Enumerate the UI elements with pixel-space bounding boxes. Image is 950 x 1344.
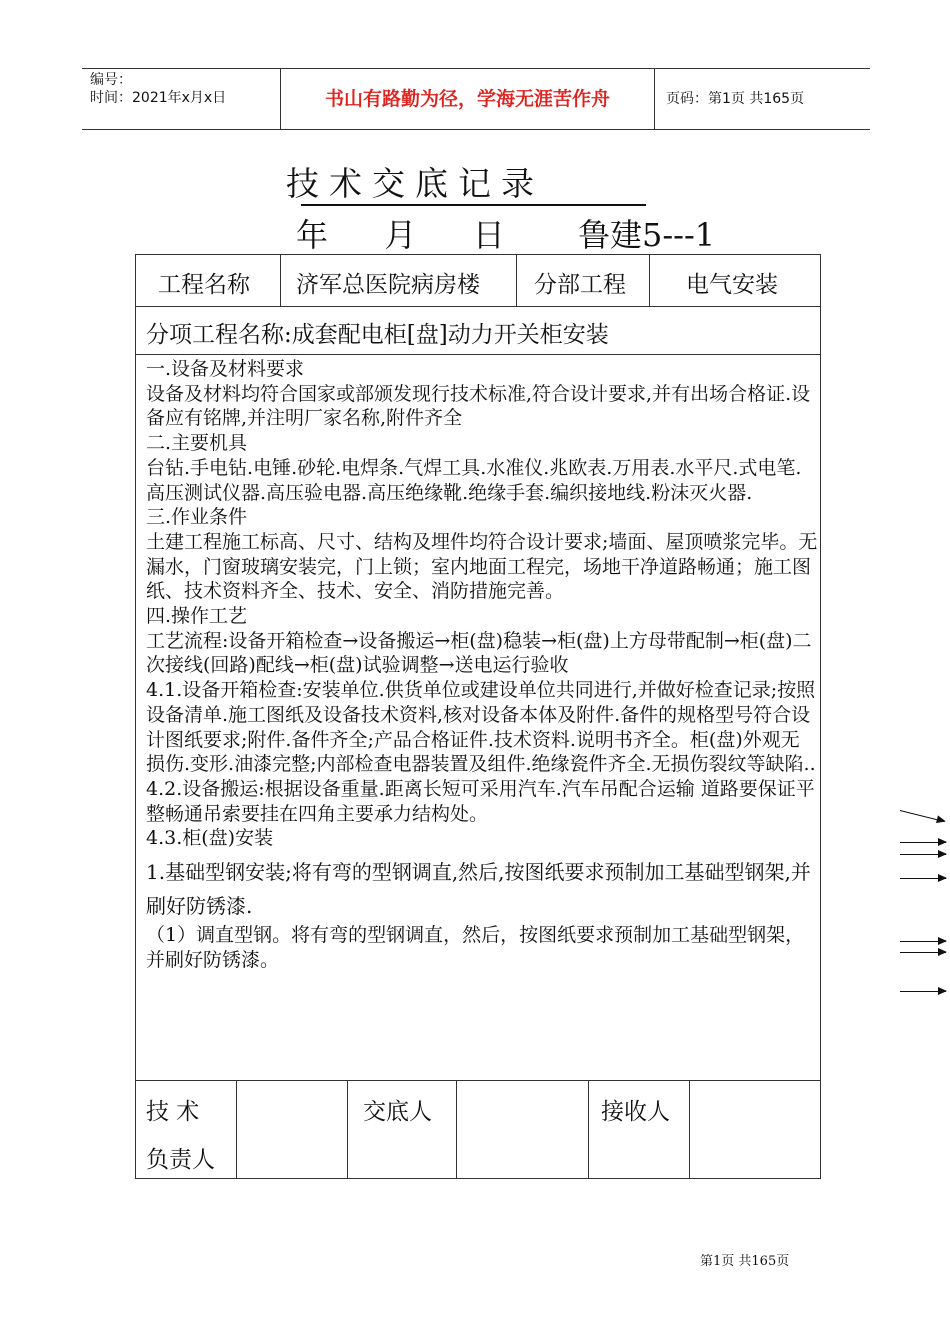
- header-divider: [654, 69, 655, 129]
- page-footer: 第1页 共165页: [700, 1254, 790, 1269]
- arrow-mark: [900, 878, 946, 879]
- content-line: 4.2.设备搬运:根据设备重量.距离长短可采用汽车.汽车吊配合运输 道路要保证平整畅通吊索要挂在四角主要承力结构处。: [146, 777, 815, 825]
- table-divider: [136, 354, 820, 355]
- content-line: 二.主要机具: [146, 432, 248, 455]
- discloser-label: 交底人: [363, 1099, 432, 1125]
- page-info: 页码：第1页 共165页: [666, 91, 805, 107]
- header-meta: [90, 71, 226, 107]
- form-code: 鲁建5---1: [578, 216, 716, 254]
- table-divider: [236, 1080, 237, 1179]
- table-divider: [649, 255, 650, 306]
- arrow-mark: [900, 952, 946, 953]
- content-line: 工艺流程:设备开箱检查→设备搬运→柜(盘)稳装→柜(盘)上方母带配制→柜(盘)二次接线(回路)配线→柜(盘)试验调整→送电运行验收: [146, 629, 812, 677]
- content-line: 一.设备及材料要求: [146, 358, 305, 380]
- content-line: 土建工程施工标高、尺寸、结构及埋件均符合设计要求;墙面、屋顶喷浆完毕。无漏水，门窗玻璃安装完，门上锁；室内地面工程完，场地干净道路畅通；施工图纸、技术资料齐全、技术、安全、消防措施完善。: [146, 530, 818, 603]
- table-divider: [588, 1080, 589, 1179]
- table-divider: [689, 1080, 690, 1179]
- content-line: （1）调直型钢。将有弯的型钢调直，然后，按图纸要求预制加工基础型钢架，并刷好防锈漆。: [146, 924, 805, 971]
- content-line: 设备及材料均符合国家或部颁发现行技术标准,符合设计要求,并有出场合格证.设备应有铭牌,并注明厂家名称,附件齐全: [146, 382, 811, 430]
- table-divider: [136, 306, 820, 307]
- number-label: 编号：: [90, 72, 132, 88]
- disclosure-table: [135, 254, 821, 1179]
- table-divider: [516, 255, 517, 306]
- subitem-title: 分项工程名称:成套配电柜[盘]动力开关柜安装: [146, 322, 609, 348]
- table-divider: [136, 1080, 820, 1081]
- date-line: 年 月 日: [296, 216, 505, 254]
- tech-lead-label-2: 负责人: [146, 1147, 215, 1173]
- content-line: 台钻.手电钻.电锤.砂轮.电焊条.气焊工具.水准仪.兆欧表.万用表.水平尺.式电笔.高压测试仪器.高压验电器.高压绝缘靴.绝缘手套.编织接地线.粉沫灭火器.: [146, 456, 802, 504]
- division-label: 分部工程: [534, 272, 626, 298]
- content-line: 三.作业条件: [146, 506, 248, 529]
- table-divider: [456, 1080, 457, 1179]
- motto: 书山有路勤为径，学海无涯苦作舟: [324, 88, 610, 110]
- disclosure-content: [146, 357, 818, 972]
- document-title: 技术交底记录: [286, 164, 544, 203]
- project-name-value: 济军总医院病房楼: [296, 272, 480, 298]
- table-divider: [280, 255, 281, 306]
- arrow-mark: [900, 810, 945, 822]
- table-divider: [347, 1080, 348, 1179]
- arrow-mark: [900, 941, 946, 942]
- time-label: 时间：2021年x月x日: [90, 90, 227, 106]
- content-line: 四.操作工艺: [146, 605, 248, 628]
- division-value: 电气安装: [686, 272, 778, 298]
- page-header: [82, 68, 870, 130]
- title-underline: [301, 204, 646, 206]
- content-line: 1.基础型钢安装;将有弯的型钢调直,然后,按图纸要求预制加工基础型钢架,并刷好防锈漆.: [146, 860, 811, 919]
- arrow-mark: [900, 842, 946, 843]
- project-name-label: 工程名称: [158, 272, 250, 298]
- arrow-mark: [900, 854, 946, 855]
- tech-lead-label-1: 技 术: [146, 1099, 200, 1125]
- content-line: 4.1.设备开箱检查:安装单位.供货单位或建设单位共同进行,并做好检查记录;按照设备清单.施工图纸及设备技术资料,核对设备本体及附件.备件的规格型号符合设计图纸要求;附件.备件齐全;产品合格证件.技术资料.说明书齐全。柜(盘)外观无损伤.变形.油漆完整;内部检查电器装置及组件.绝缘瓷件齐全.无损伤裂纹等缺陷..: [146, 679, 816, 776]
- arrow-mark: [900, 991, 946, 992]
- content-line: 4.3.柜(盘)安装: [146, 827, 274, 850]
- receiver-label: 接收人: [601, 1099, 670, 1125]
